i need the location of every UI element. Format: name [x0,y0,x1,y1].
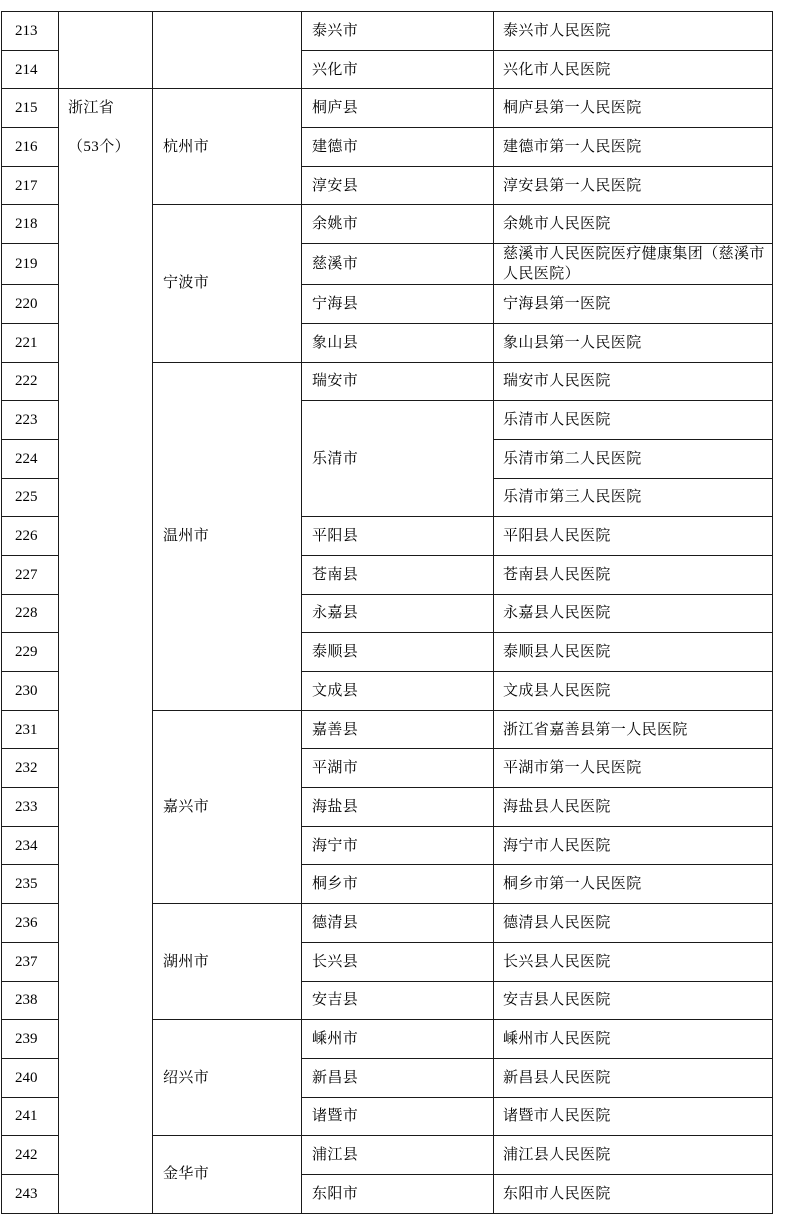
county-cell: 建德市 [302,128,494,167]
hospital-cell: 瑞安市人民医院 [494,362,773,401]
row-number-cell: 231 [2,710,59,749]
row-number-cell: 223 [2,401,59,440]
province-cell [59,12,153,89]
row-number-cell: 229 [2,633,59,672]
row-number-cell: 233 [2,788,59,827]
row-number-cell: 219 [2,244,59,285]
row-number-cell: 224 [2,439,59,478]
hospital-cell: 乐清市第三人民医院 [494,478,773,517]
table-row [2,12,773,51]
hospital-cell: 新昌县人民医院 [494,1058,773,1097]
row-number-cell: 234 [2,826,59,865]
city-cell: 湖州市 [153,904,302,1020]
hospital-cell: 浙江省嘉善县第一人民医院 [494,710,773,749]
row-number-cell: 222 [2,362,59,401]
hospital-table [1,11,773,1214]
hospital-cell: 长兴县人民医院 [494,942,773,981]
county-cell: 平湖市 [302,749,494,788]
province-name: 浙江省 [68,100,115,117]
hospital-cell: 象山县第一人民医院 [494,323,773,362]
city-cell: 杭州市 [153,89,302,205]
county-cell: 余姚市 [302,205,494,244]
city-cell: 宁波市 [153,205,302,362]
city-cell: 金华市 [153,1136,302,1213]
county-cell: 泰顺县 [302,633,494,672]
hospital-cell: 东阳市人民医院 [494,1174,773,1213]
hospital-cell: 兴化市人民医院 [494,50,773,89]
county-cell: 诸暨市 [302,1097,494,1136]
county-cell: 泰兴市 [302,12,494,51]
hospital-cell: 余姚市人民医院 [494,205,773,244]
hospital-cell: 乐清市人民医院 [494,401,773,440]
hospital-cell: 平湖市第一人民医院 [494,749,773,788]
hospital-cell: 平阳县人民医院 [494,517,773,556]
county-cell: 淳安县 [302,166,494,205]
province-cell [59,89,153,1213]
row-number-cell: 213 [2,12,59,51]
row-number-cell: 216 [2,128,59,167]
hospital-cell: 永嘉县人民医院 [494,594,773,633]
row-number-cell: 235 [2,865,59,904]
city-cell: 温州市 [153,362,302,710]
hospital-cell: 宁海县第一医院 [494,285,773,324]
county-cell: 嵊州市 [302,1020,494,1059]
hospital-cell: 嵊州市人民医院 [494,1020,773,1059]
hospital-cell: 海盐县人民医院 [494,788,773,827]
county-cell: 苍南县 [302,555,494,594]
hospital-cell: 泰顺县人民医院 [494,633,773,672]
table-row [2,89,773,128]
county-cell: 嘉善县 [302,710,494,749]
county-cell: 海宁市 [302,826,494,865]
row-number-cell: 221 [2,323,59,362]
row-number-cell: 242 [2,1136,59,1175]
row-number-cell: 226 [2,517,59,556]
county-cell: 桐乡市 [302,865,494,904]
hospital-cell: 桐乡市第一人民医院 [494,865,773,904]
county-cell: 新昌县 [302,1058,494,1097]
row-number-cell: 217 [2,166,59,205]
county-cell: 兴化市 [302,50,494,89]
hospital-cell: 苍南县人民医院 [494,555,773,594]
row-number-cell: 227 [2,555,59,594]
row-number-cell: 239 [2,1020,59,1059]
county-cell: 东阳市 [302,1174,494,1213]
hospital-cell: 桐庐县第一人民医院 [494,89,773,128]
hospital-cell: 乐清市第二人民医院 [494,439,773,478]
county-cell: 象山县 [302,323,494,362]
row-number-cell: 237 [2,942,59,981]
row-number-cell: 218 [2,205,59,244]
county-cell: 德清县 [302,904,494,943]
county-cell: 安吉县 [302,981,494,1020]
hospital-cell: 浦江县人民医院 [494,1136,773,1175]
county-cell: 慈溪市 [302,244,494,285]
row-number-cell: 241 [2,1097,59,1136]
row-number-cell: 214 [2,50,59,89]
hospital-cell: 海宁市人民医院 [494,826,773,865]
city-cell [153,12,302,89]
row-number-cell: 238 [2,981,59,1020]
county-cell: 浦江县 [302,1136,494,1175]
row-number-cell: 236 [2,904,59,943]
row-number-cell: 225 [2,478,59,517]
hospital-cell: 泰兴市人民医院 [494,12,773,51]
row-number-cell: 243 [2,1174,59,1213]
hospital-cell: 慈溪市人民医院医疗健康集团（慈溪市人民医院） [494,244,773,285]
row-number-cell: 220 [2,285,59,324]
county-cell: 海盐县 [302,788,494,827]
hospital-cell: 淳安县第一人民医院 [494,166,773,205]
county-cell: 长兴县 [302,942,494,981]
county-cell: 平阳县 [302,517,494,556]
city-cell: 绍兴市 [153,1020,302,1136]
county-cell: 瑞安市 [302,362,494,401]
row-number-cell: 228 [2,594,59,633]
city-cell: 嘉兴市 [153,710,302,903]
row-number-cell: 230 [2,672,59,711]
province-count: （53个） [68,139,131,156]
county-cell: 乐清市 [302,401,494,517]
row-number-cell: 240 [2,1058,59,1097]
hospital-cell: 诸暨市人民医院 [494,1097,773,1136]
hospital-cell: 文成县人民医院 [494,672,773,711]
table-body [2,12,773,1214]
county-cell: 永嘉县 [302,594,494,633]
county-cell: 宁海县 [302,285,494,324]
row-number-cell: 215 [2,89,59,128]
hospital-cell: 德清县人民医院 [494,904,773,943]
row-number-cell: 232 [2,749,59,788]
hospital-cell: 建德市第一人民医院 [494,128,773,167]
hospital-cell: 安吉县人民医院 [494,981,773,1020]
county-cell: 桐庐县 [302,89,494,128]
county-cell: 文成县 [302,672,494,711]
